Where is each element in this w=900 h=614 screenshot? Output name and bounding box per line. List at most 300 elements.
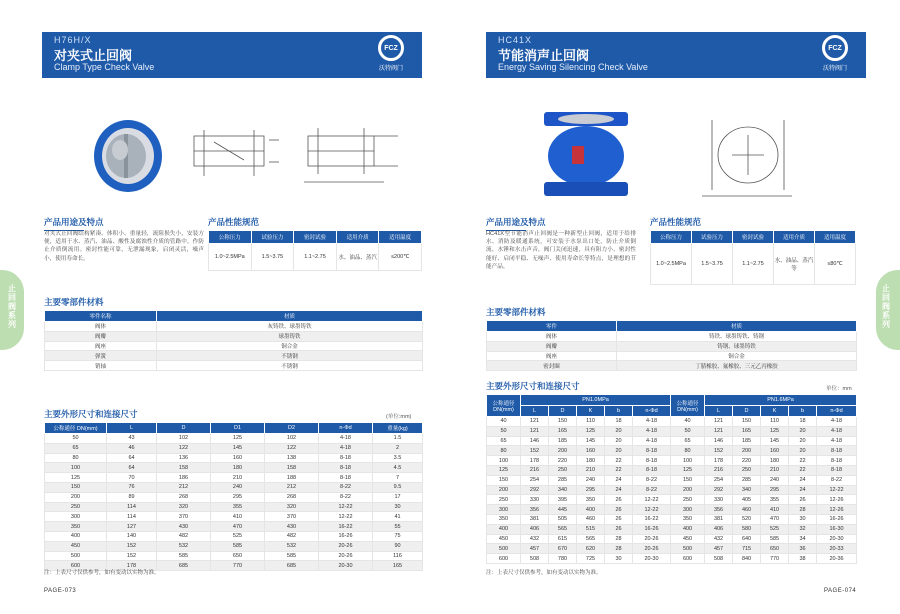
material-header: 材质 [617, 321, 857, 332]
table-cell: 20-26 [633, 544, 671, 554]
dim-header: K [761, 406, 789, 417]
table-row [45, 551, 423, 561]
material-part: 阀体 [45, 322, 157, 332]
table-cell: 16-26 [817, 514, 857, 524]
table-cell: 250 [733, 465, 761, 475]
table-cell: 405 [733, 495, 761, 505]
dim-group-header: PN1.0MPa [521, 395, 671, 406]
right-dim-table [486, 394, 857, 564]
table-cell: 89 [107, 492, 157, 502]
table-cell: 41 [373, 512, 423, 522]
table-cell: 122 [265, 443, 319, 453]
table-row [45, 541, 423, 551]
table-cell: 28 [605, 534, 633, 544]
left-dim-title: 主要外形尺寸和连接尺寸 [44, 408, 138, 423]
table-cell: 650 [761, 544, 789, 554]
table-cell: 370 [265, 512, 319, 522]
dim-header: L [107, 423, 157, 434]
table-cell: 580 [733, 524, 761, 534]
table-cell: 285 [549, 475, 577, 485]
table-cell: 355 [761, 495, 789, 505]
table-cell: 138 [265, 453, 319, 463]
table-cell: 55 [373, 522, 423, 532]
table-cell: 150 [45, 482, 107, 492]
left-brand-logo [370, 35, 412, 75]
table-cell: 102 [265, 434, 319, 444]
table-cell: 565 [549, 524, 577, 534]
material-value: 铜合金 [157, 341, 423, 351]
gear-logo-icon: FCZ [822, 35, 848, 61]
table-cell: 24 [605, 485, 633, 495]
table-cell: 8-22 [633, 485, 671, 495]
table-row [487, 544, 857, 554]
dim-header: D [733, 406, 761, 417]
table-cell: 3.5 [373, 453, 423, 463]
table-row [487, 554, 857, 564]
table-cell: 136 [157, 453, 211, 463]
perf-cell: 1.5~3.75 [251, 244, 294, 271]
table-cell: 482 [265, 531, 319, 541]
table-cell: 216 [521, 465, 549, 475]
left-perf-title: 产品性能规范 [208, 216, 259, 231]
table-cell: 216 [705, 465, 733, 475]
table-cell: 250 [671, 495, 705, 505]
dim-header: D1 [211, 423, 265, 434]
dim-header: D [157, 423, 211, 434]
table-cell: 650 [211, 551, 265, 561]
table-cell: 12-22 [633, 495, 671, 505]
table-cell: 406 [705, 524, 733, 534]
table-cell: 770 [211, 561, 265, 571]
table-cell: 12-22 [319, 512, 373, 522]
table-cell: 585 [157, 551, 211, 561]
clamp-valve-section-drawing [184, 122, 284, 192]
perf-header: 适用介质 [336, 231, 379, 244]
table-cell: 34 [789, 534, 817, 544]
table-row [487, 485, 857, 495]
table-cell: 9.5 [373, 482, 423, 492]
table-cell: 12-26 [817, 495, 857, 505]
table-cell: 114 [107, 512, 157, 522]
table-cell: 20 [605, 446, 633, 456]
table-cell: 450 [487, 534, 521, 544]
perf-header: 适用温度 [815, 231, 856, 244]
left-uses-text: 对夹式止回阀结构紧凑、体积小、重量轻，流阻损失小，安装方便，适用于水、蒸汽、油品、酸性及腐蚀性介质的管路中，作防止介质倒流用。密封性能可靠，无泄漏现象，启闭灵活，噪声小，使用寿命长。 [44, 231, 204, 262]
table-cell: 22 [605, 465, 633, 475]
table-cell: 150 [733, 417, 761, 427]
table-row [45, 512, 423, 522]
table-cell: 20-26 [319, 541, 373, 551]
table-cell: 240 [211, 482, 265, 492]
table-cell: 350 [671, 514, 705, 524]
table-cell: 400 [487, 524, 521, 534]
dim-header: D2 [265, 423, 319, 434]
perf-cell: 1.1~2.75 [294, 244, 337, 271]
table-cell: 330 [521, 495, 549, 505]
table-cell: 20 [605, 436, 633, 446]
table-cell: 295 [577, 485, 605, 495]
perf-header: 公称压力 [651, 231, 692, 244]
dim-header: 重量(kg) [373, 423, 423, 434]
dim-group-header: PN1.6MPa [705, 395, 857, 406]
table-cell: 20 [789, 446, 817, 456]
material-header: 零件 [487, 321, 617, 332]
table-cell: 770 [761, 554, 789, 564]
logo-caption: 沃特阀门 [378, 66, 403, 72]
table-cell: 17 [373, 492, 423, 502]
table-cell: 685 [157, 561, 211, 571]
table-row [487, 446, 857, 456]
material-part: 阀瓣 [45, 331, 157, 341]
table-cell: 80 [487, 446, 521, 456]
table-cell: 160 [211, 453, 265, 463]
dim-header: 公称通径 DN(mm) [671, 395, 705, 417]
table-cell: 585 [265, 551, 319, 561]
table-cell: 188 [265, 473, 319, 483]
table-cell: 4-18 [319, 434, 373, 444]
table-cell: 292 [705, 485, 733, 495]
table-cell: 300 [45, 512, 107, 522]
table-cell: 482 [157, 531, 211, 541]
table-cell: 410 [761, 505, 789, 515]
table-cell: 340 [733, 485, 761, 495]
gear-logo-icon: FCZ [378, 35, 404, 61]
table-cell: 2 [373, 443, 423, 453]
table-cell: 8-18 [633, 456, 671, 466]
table-cell: 300 [671, 505, 705, 515]
right-model-code: HC41X [498, 35, 533, 45]
table-cell: 146 [705, 436, 733, 446]
table-row [45, 531, 423, 541]
left-dim-unit: (单位:mm) [386, 414, 412, 420]
table-cell: 150 [549, 417, 577, 427]
perf-cell: 1.0~2.5MPa [209, 244, 252, 271]
table-row [45, 492, 423, 502]
table-cell: 178 [705, 456, 733, 466]
table-cell: 8-22 [319, 482, 373, 492]
right-uses-title: 产品用途及特点 [486, 216, 546, 231]
table-cell: 457 [705, 544, 733, 554]
left-header [42, 32, 422, 78]
table-cell: 268 [157, 492, 211, 502]
left-perf-table [208, 230, 422, 271]
table-row [487, 456, 857, 466]
table-cell: 36 [789, 544, 817, 554]
table-cell: 212 [265, 482, 319, 492]
table-cell: 565 [577, 534, 605, 544]
table-cell: 200 [45, 492, 107, 502]
right-material-title: 主要零部件材料 [486, 306, 546, 321]
table-cell: 532 [157, 541, 211, 551]
table-cell: 38 [789, 554, 817, 564]
table-cell: 840 [733, 554, 761, 564]
dim-header: D [549, 406, 577, 417]
table-cell: 640 [733, 534, 761, 544]
material-part: 阀瓣 [487, 341, 617, 351]
table-row [45, 522, 423, 532]
table-row [487, 465, 857, 475]
table-cell: 102 [157, 434, 211, 444]
table-cell: 20-36 [817, 554, 857, 564]
table-cell: 8-18 [633, 465, 671, 475]
table-cell: 300 [487, 505, 521, 515]
left-page [12, 0, 442, 614]
table-cell: 18 [789, 417, 817, 427]
table-cell: 150 [487, 475, 521, 485]
table-cell: 122 [157, 443, 211, 453]
material-header: 零件名称 [45, 311, 157, 322]
right-perf-title: 产品性能规范 [650, 216, 701, 231]
table-cell: 180 [761, 456, 789, 466]
table-cell: 8-18 [817, 456, 857, 466]
clamp-valve-install-drawing [294, 122, 404, 192]
left-model-code: H76H/X [54, 35, 92, 45]
table-cell: 370 [157, 512, 211, 522]
perf-cell: ≤80℃ [815, 244, 856, 285]
table-cell: 200 [671, 485, 705, 495]
table-cell: 254 [705, 475, 733, 485]
table-cell: 8-18 [817, 446, 857, 456]
table-cell: 320 [157, 502, 211, 512]
table-row [487, 505, 857, 515]
table-cell: 460 [733, 505, 761, 515]
table-cell: 20 [605, 426, 633, 436]
table-cell: 4-18 [817, 426, 857, 436]
table-cell: 585 [211, 541, 265, 551]
table-cell: 7 [373, 473, 423, 483]
right-material-table [486, 320, 857, 371]
table-cell: 26 [605, 514, 633, 524]
table-cell: 46 [107, 443, 157, 453]
table-cell: 186 [157, 473, 211, 483]
table-cell: 165 [373, 561, 423, 571]
table-cell: 20-30 [319, 561, 373, 571]
table-cell: 121 [521, 417, 549, 427]
right-dim-title: 主要外形尺寸和连接尺寸 [486, 380, 580, 395]
table-cell: 8-22 [319, 492, 373, 502]
table-cell: 355 [211, 502, 265, 512]
table-cell: 121 [521, 426, 549, 436]
table-cell: 180 [577, 456, 605, 466]
table-cell: 152 [705, 446, 733, 456]
table-cell: 470 [761, 514, 789, 524]
table-cell: 8-18 [319, 463, 373, 473]
table-cell: 8-18 [319, 453, 373, 463]
table-cell: 508 [521, 554, 549, 564]
table-cell: 16-26 [319, 531, 373, 541]
table-cell: 432 [705, 534, 733, 544]
table-cell: 40 [487, 417, 521, 427]
table-cell: 20-26 [633, 534, 671, 544]
perf-cell: 水、油品、蒸汽 [336, 244, 379, 271]
table-cell: 116 [373, 551, 423, 561]
series-tab-label: 止回阀系列 [8, 284, 16, 329]
table-cell: 4-18 [633, 436, 671, 446]
table-cell: 90 [373, 541, 423, 551]
table-cell: 254 [521, 475, 549, 485]
logo-caption: 沃特阀门 [822, 66, 847, 72]
table-cell: 500 [487, 544, 521, 554]
table-cell: 508 [705, 554, 733, 564]
table-cell: 125 [671, 465, 705, 475]
table-cell: 125 [211, 434, 265, 444]
table-cell: 4-18 [633, 426, 671, 436]
left-dim-table [44, 422, 423, 571]
table-cell: 20-30 [633, 554, 671, 564]
table-cell: 26 [605, 495, 633, 505]
table-cell: 8-22 [817, 475, 857, 485]
table-cell: 212 [157, 482, 211, 492]
table-cell: 152 [107, 551, 157, 561]
table-cell: 250 [45, 502, 107, 512]
table-cell: 20 [789, 436, 817, 446]
table-cell: 457 [521, 544, 549, 554]
clamp-valve-photo [80, 116, 176, 196]
table-cell: 65 [487, 436, 521, 446]
table-cell: 125 [577, 426, 605, 436]
table-cell: 615 [549, 534, 577, 544]
table-cell: 160 [577, 446, 605, 456]
table-cell: 505 [549, 514, 577, 524]
table-cell: 16-22 [633, 514, 671, 524]
table-cell: 12-22 [817, 485, 857, 495]
table-cell: 4.5 [373, 463, 423, 473]
perf-header: 适用介质 [774, 231, 815, 244]
table-cell: 725 [577, 554, 605, 564]
material-value: 丁腈橡胶、氟橡胶、三元乙丙橡胶 [617, 361, 857, 371]
table-cell: 520 [733, 514, 761, 524]
left-series-tab[interactable] [0, 270, 24, 350]
perf-header: 密封试验 [294, 231, 337, 244]
material-part: 阀体 [487, 332, 617, 342]
perf-cell: 1.0~2.5MPa [651, 244, 692, 285]
table-cell: 240 [761, 475, 789, 485]
material-part: 阀座 [487, 351, 617, 361]
table-cell: 430 [157, 522, 211, 532]
dim-header: L [705, 406, 733, 417]
table-cell: 250 [549, 465, 577, 475]
table-cell: 8-18 [817, 465, 857, 475]
table-cell: 70 [107, 473, 157, 483]
material-value: 铸钢、球墨铸铁 [617, 341, 857, 351]
table-cell: 16-30 [817, 524, 857, 534]
table-cell: 158 [265, 463, 319, 473]
table-cell: 28 [789, 505, 817, 515]
table-cell: 8-22 [633, 475, 671, 485]
material-part: 阀座 [45, 341, 157, 351]
table-cell: 8-18 [319, 473, 373, 483]
table-cell: 76 [107, 482, 157, 492]
table-cell: 350 [577, 495, 605, 505]
table-row [45, 463, 423, 473]
table-cell: 12-22 [319, 502, 373, 512]
table-cell: 356 [521, 505, 549, 515]
table-cell: 26 [605, 505, 633, 515]
table-cell: 430 [265, 522, 319, 532]
table-cell: 146 [521, 436, 549, 446]
table-cell: 16-26 [633, 524, 671, 534]
table-cell: 30 [789, 514, 817, 524]
right-series-tab[interactable] [876, 270, 900, 350]
table-cell: 26 [789, 495, 817, 505]
table-cell: 400 [45, 531, 107, 541]
table-cell: 24 [789, 475, 817, 485]
table-cell: 450 [45, 541, 107, 551]
left-title-cn: 对夹式止回阀 [54, 48, 133, 63]
perf-header: 试验压力 [692, 231, 733, 244]
table-cell: 22 [789, 465, 817, 475]
perf-header: 公称压力 [209, 231, 252, 244]
table-cell: 50 [45, 434, 107, 444]
table-row [45, 502, 423, 512]
table-cell: 43 [107, 434, 157, 444]
table-cell: 114 [107, 502, 157, 512]
table-cell: 200 [549, 446, 577, 456]
table-cell: 525 [761, 524, 789, 534]
table-cell: 250 [487, 495, 521, 505]
table-cell: 381 [521, 514, 549, 524]
table-cell: 715 [733, 544, 761, 554]
perf-cell: 1.1~2.75 [733, 244, 774, 285]
table-cell: 295 [761, 485, 789, 495]
table-cell: 356 [705, 505, 733, 515]
table-cell: 24 [789, 485, 817, 495]
table-cell: 40 [671, 417, 705, 427]
material-value: 灰铸铁、球墨铸铁 [157, 322, 423, 332]
table-cell: 600 [671, 554, 705, 564]
table-cell: 500 [45, 551, 107, 561]
table-cell: 30 [605, 554, 633, 564]
table-cell: 152 [107, 541, 157, 551]
table-cell: 585 [761, 534, 789, 544]
silencing-valve-photo [536, 106, 636, 202]
right-perf-table [650, 230, 856, 285]
table-cell: 18 [605, 417, 633, 427]
table-cell: 145 [577, 436, 605, 446]
table-cell: 16-22 [319, 522, 373, 532]
perf-cell: 1.5~3.75 [692, 244, 733, 285]
table-cell: 292 [521, 485, 549, 495]
table-cell: 127 [107, 522, 157, 532]
table-cell: 210 [761, 465, 789, 475]
table-cell: 185 [733, 436, 761, 446]
table-cell: 210 [211, 473, 265, 483]
perf-header: 密封试验 [733, 231, 774, 244]
material-value: 球墨铸铁 [157, 331, 423, 341]
table-cell: 685 [265, 561, 319, 571]
table-cell: 780 [549, 554, 577, 564]
table-cell: 64 [107, 453, 157, 463]
perf-header: 试验压力 [251, 231, 294, 244]
material-part: 弹簧 [45, 351, 157, 361]
table-cell: 158 [157, 463, 211, 473]
table-cell: 350 [487, 514, 521, 524]
series-tab-label: 止回阀系列 [882, 284, 890, 329]
table-cell: 285 [733, 475, 761, 485]
table-cell: 220 [733, 456, 761, 466]
table-cell: 406 [521, 524, 549, 534]
material-header: 材质 [157, 311, 423, 322]
dim-header: L [521, 406, 549, 417]
table-row [487, 534, 857, 544]
table-cell: 80 [671, 446, 705, 456]
silencing-valve-drawing [692, 110, 804, 202]
table-cell: 12-26 [817, 505, 857, 515]
table-cell: 450 [671, 534, 705, 544]
table-row [45, 453, 423, 463]
table-row [45, 434, 423, 444]
material-value: 铜合金 [617, 351, 857, 361]
